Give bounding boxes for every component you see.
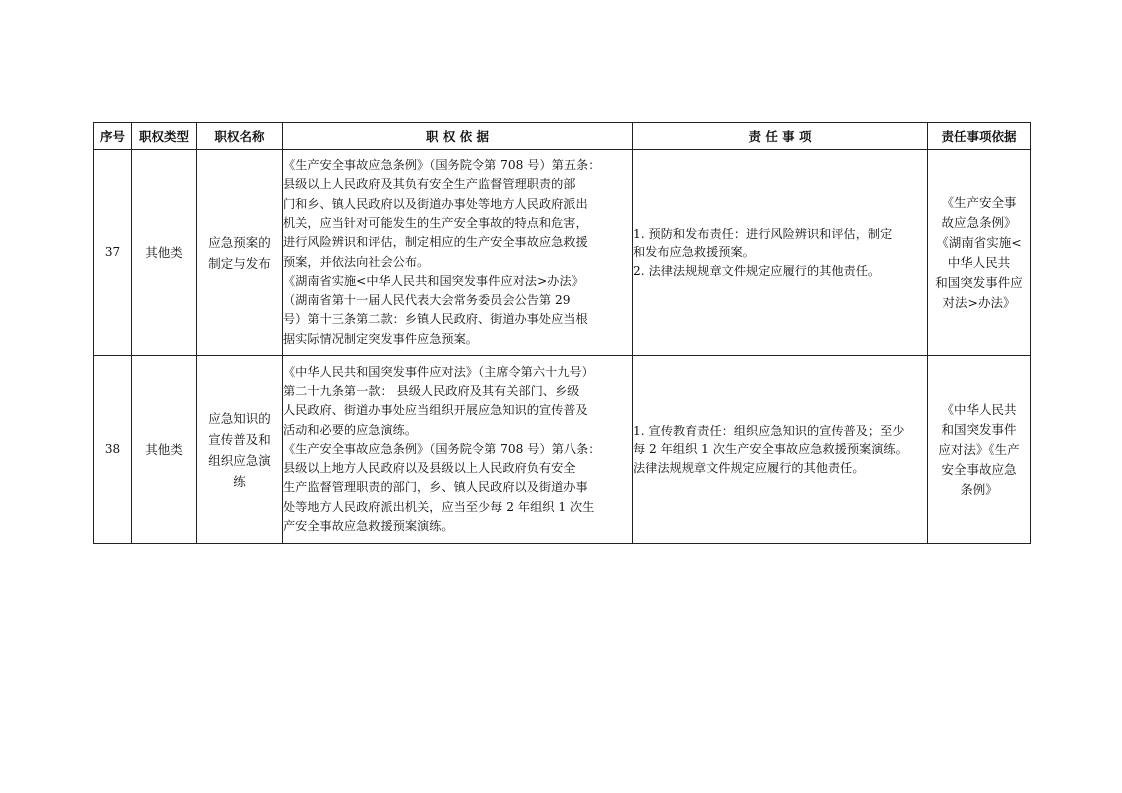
basis-line: 机关，应当针对可能发生的生产安全事故的特点和危害， [283, 215, 588, 230]
row-resp-basis [928, 150, 1031, 356]
row-seq: 37 [94, 150, 132, 356]
row-name [197, 150, 283, 356]
row-resp [633, 150, 928, 356]
basis-line: 第二十九条第一款： 县级人民政府及其有关部门、乡级 [283, 383, 580, 398]
row-type: 其他类 [132, 356, 197, 544]
basis-line: 处等地方人民政府派出机关，应当至少每 2 年组织 1 次生 [283, 499, 595, 514]
row-basis [283, 356, 633, 544]
header-resp: 责 任 事 项 [633, 123, 928, 150]
resp-line: 法律法规规章文件规定应履行的其他责任。 [633, 460, 865, 475]
basis-line: 《湖南省实施<中华人民共和国突发事件应对法>办法》 [283, 273, 584, 288]
row-basis [283, 150, 633, 356]
basis-line: 门和乡、镇人民政府以及街道办事处等地方人民政府派出 [283, 196, 588, 211]
resp-basis-line: 安全事故应急 [941, 461, 1017, 477]
basis-line: 活动和必要的应急演练。 [283, 422, 418, 437]
table-row [94, 150, 1031, 356]
resp-line: 每 2 年组织 1 次生产安全事故应急救援预案演练。 [633, 442, 908, 457]
header-seq: 序号 [94, 123, 132, 150]
basis-line: 进行风险辨识和评估，制定相应的生产安全事故应急救援 [283, 235, 588, 250]
resp-basis-line: 和国突发事件 [941, 421, 1017, 437]
basis-line: 产安全事故应急救援预案演练。 [283, 519, 454, 534]
table-header-row [94, 123, 1031, 150]
table-row [94, 356, 1031, 544]
row-type: 其他类 [132, 150, 197, 356]
resp-line: 和发布应急救援预案。 [633, 245, 755, 260]
resp-basis-line: 条例》 [960, 481, 998, 497]
resp-basis-line: 故应急条例》 [941, 214, 1017, 230]
row-name-line: 练 [233, 473, 246, 489]
row-name-line: 宣传普及和 [208, 431, 271, 447]
basis-line: 据实际情况制定突发事件应急预案。 [283, 331, 478, 346]
basis-line: 《生产安全事故应急条例》（国务院令第 708 号）第八条： [283, 441, 601, 456]
row-resp [633, 356, 928, 544]
row-name-line: 制定与发布 [208, 255, 271, 271]
authority-table [93, 122, 1031, 544]
resp-basis-line: 中华人民共 [947, 254, 1011, 270]
resp-line: 2. 法律法规规章文件规定应履行的其他责任。 [633, 263, 881, 278]
basis-line: 县级以上地方人民政府以及县级以上人民政府负有安全 [283, 461, 576, 476]
row-name-line: 应急预案的 [208, 234, 271, 250]
basis-line: 预案，并依法向社会公布。 [283, 254, 430, 269]
basis-line: （湖南省第十一届人民代表大会常务委员会公告第 29 [283, 293, 571, 308]
header-type: 职权类型 [132, 123, 197, 150]
resp-basis-line: 《生产安全事 [941, 194, 1017, 210]
header-basis: 职 权 依 据 [283, 123, 633, 150]
header-resp-basis: 责任事项依据 [928, 123, 1031, 150]
row-resp-basis [928, 356, 1031, 544]
row-name-line: 应急知识的 [208, 410, 271, 426]
basis-line: 生产监督管理职责的部门，乡、镇人民政府以及街道办事 [283, 480, 588, 495]
resp-line: 1. 预防和发布责任：进行风险辨识和评估，制定 [633, 226, 893, 241]
basis-line: 《中华人民共和国突发事件应对法》（主席令第六十九号） [283, 364, 594, 379]
resp-basis-line: 对法>办法》 [942, 294, 1016, 310]
basis-line: 号）第十三条第二款：乡镇人民政府、街道办事处应当根 [283, 312, 588, 327]
resp-basis-line: 应对法》《生产 [938, 441, 1020, 457]
basis-line: 县级以上人民政府及其负有安全生产监督管理职责的部 [283, 177, 576, 192]
resp-basis-line: 《湖南省实施< [936, 234, 1022, 250]
row-name [197, 356, 283, 544]
resp-basis-line: 和国突发事件应 [935, 274, 1023, 290]
row-seq: 38 [94, 356, 132, 544]
resp-basis-line: 《中华人民共 [941, 401, 1017, 417]
basis-line: 《生产安全事故应急条例》（国务院令第 708 号）第五条： [283, 158, 601, 173]
header-name: 职权名称 [197, 123, 283, 150]
row-name-line: 组织应急演 [208, 452, 271, 468]
basis-line: 人民政府、街道办事处应当组织开展应急知识的宣传普及 [283, 403, 588, 418]
resp-line: 1. 宣传教育责任：组织应急知识的宣传普及；至少 [633, 423, 905, 438]
